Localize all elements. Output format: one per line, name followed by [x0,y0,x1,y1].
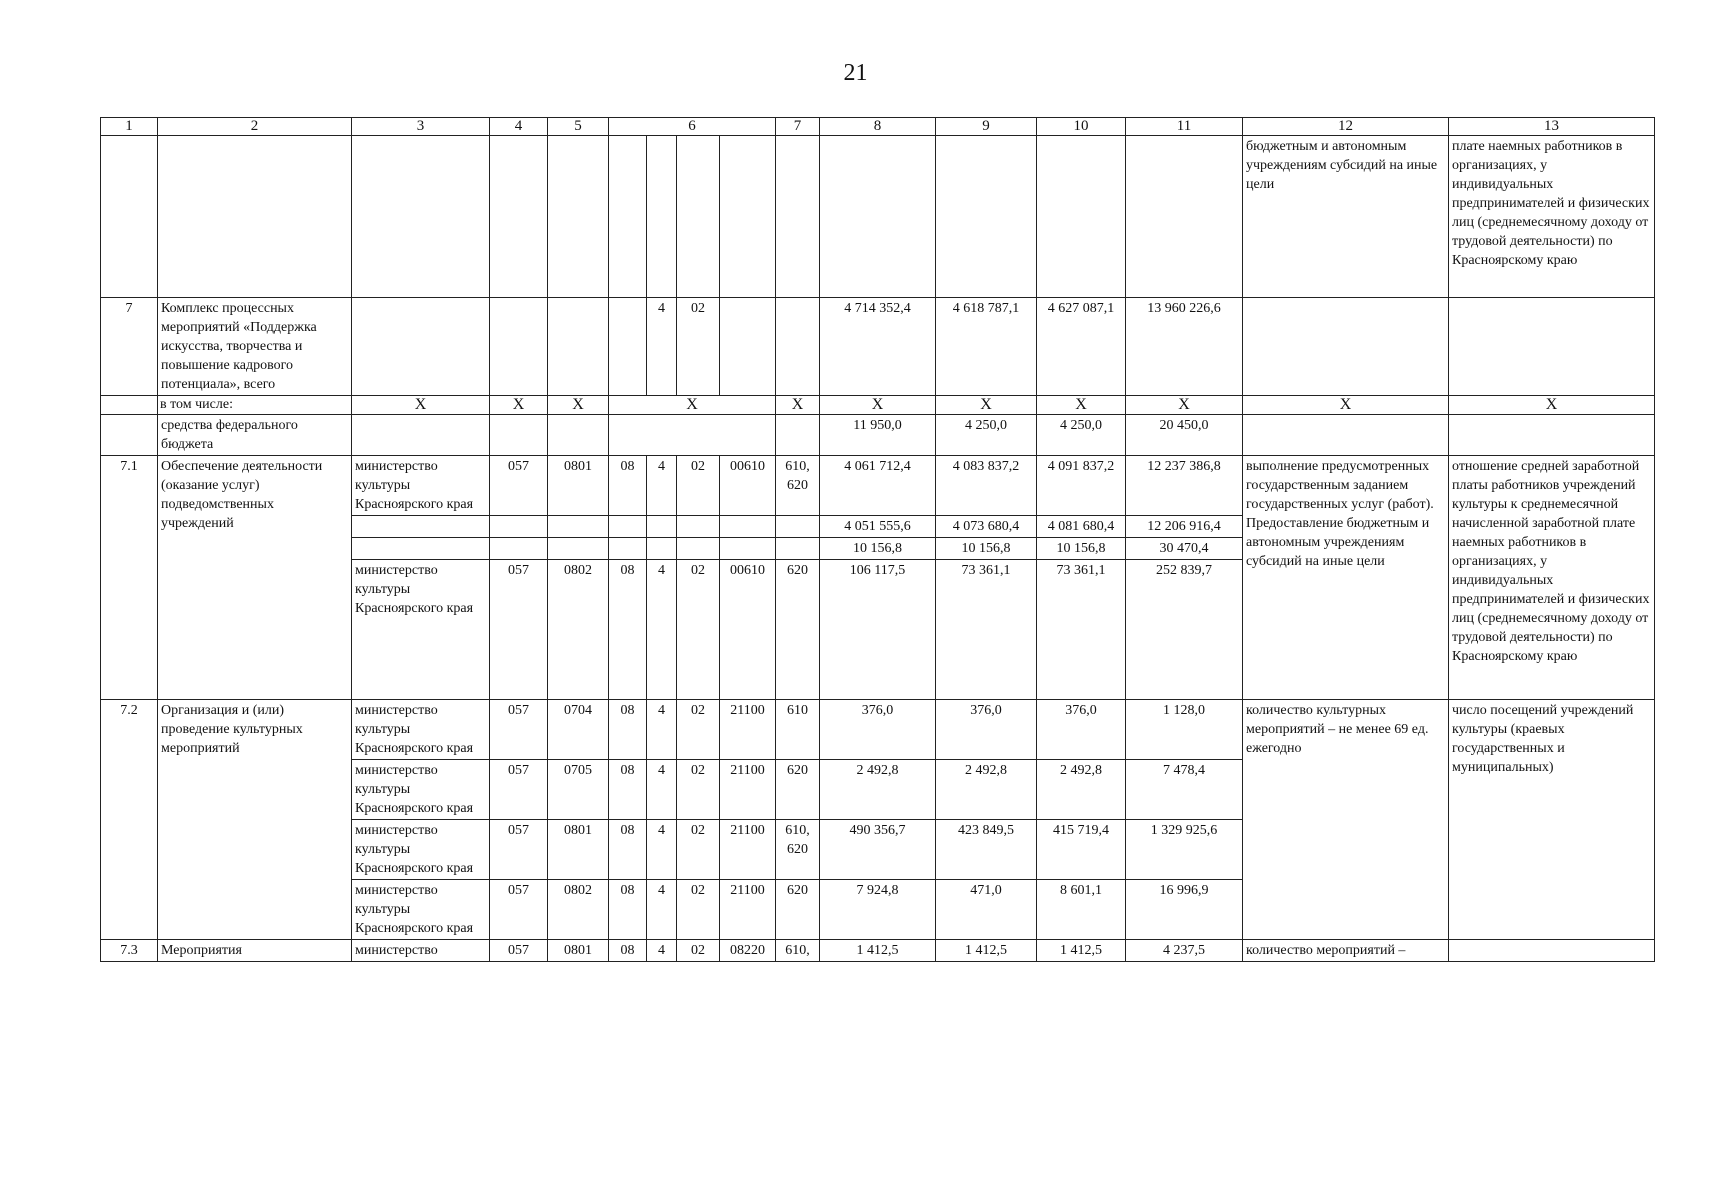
value-cell: 2 492,8 [820,760,936,820]
value-cell: 13 960 226,6 [1126,298,1243,396]
code-cell: 02 [677,820,720,880]
value-cell: 4 714 352,4 [820,298,936,396]
header-cell: 2 [158,118,352,136]
x-cell: X [820,396,936,415]
value-cell: 4 091 837,2 [1037,456,1126,516]
value-cell: 10 156,8 [1037,538,1126,560]
code-cell: 00610 [720,456,776,516]
value-cell: 376,0 [820,700,936,760]
table-row [101,700,1655,760]
code-cell: 4 [647,700,677,760]
code-cell: 02 [677,298,720,396]
value-cell: 1 329 925,6 [1126,820,1243,880]
value-cell: 1 412,5 [936,940,1037,962]
header-cell: 10 [1037,118,1126,136]
code-cell: 21100 [720,700,776,760]
row-number: 7.1 [101,456,158,700]
result-cell: выполнение предусмотренных государственным заданием государственных услуг (работ). Предоставление бюджетным и автономным учреждениям субсидий на иные цели [1243,456,1449,700]
table-row [101,415,1655,456]
org-cell: министерство [352,940,490,962]
code-cell: 610, 620 [776,820,820,880]
table-row [101,396,1655,415]
org-cell: министерство культуры Красноярского края [352,456,490,516]
header-cell: 4 [490,118,548,136]
row-number: 7 [101,298,158,396]
code-cell: 057 [490,880,548,940]
x-cell: X [1037,396,1126,415]
code-cell: 4 [647,880,677,940]
header-cell: 12 [1243,118,1449,136]
header-cell: 3 [352,118,490,136]
value-cell: 7 478,4 [1126,760,1243,820]
row-name: Обеспечение деятельности (оказание услуг) подведомственных учреждений [158,456,352,700]
table-row [101,298,1655,396]
value-cell: 12 206 916,4 [1126,516,1243,538]
header-cell: 8 [820,118,936,136]
org-cell: министерство культуры Красноярского края [352,880,490,940]
code-cell: 0801 [548,940,609,962]
value-cell: 1 128,0 [1126,700,1243,760]
x-cell: X [609,396,776,415]
value-cell: 415 719,4 [1037,820,1126,880]
code-cell: 0801 [548,456,609,516]
x-cell: X [1449,396,1655,415]
page-number: 21 [843,60,868,86]
code-cell: 4 [647,820,677,880]
continuation-indicator: плате наемных работников в организациях, у индивидуальных предпринимателей и физических лиц (среднемесячному доходу от трудовой деятельности) по Красноярскому краю [1449,136,1655,298]
code-cell: 0802 [548,880,609,940]
header-cell: 11 [1126,118,1243,136]
code-cell: 057 [490,940,548,962]
code-cell: 21100 [720,880,776,940]
continuation-result: бюджетным и автономным учреждениям субсидий на иные цели [1243,136,1449,298]
header-row [101,118,1655,136]
value-cell: 106 117,5 [820,560,936,700]
value-cell: 73 361,1 [1037,560,1126,700]
value-cell: 10 156,8 [936,538,1037,560]
org-cell: министерство культуры Красноярского края [352,820,490,880]
x-cell: X [936,396,1037,415]
code-cell: 057 [490,760,548,820]
code-cell: 4 [647,456,677,516]
row-name: Комплекс процессных мероприятий «Поддержка искусства, творчества и повышение кадрового потенциала», всего [158,298,352,396]
code-cell: 610, [776,940,820,962]
value-cell: 4 618 787,1 [936,298,1037,396]
value-cell: 4 081 680,4 [1037,516,1126,538]
code-cell: 0802 [548,560,609,700]
row-name: Организация и (или) проведение культурных мероприятий [158,700,352,940]
value-cell: 4 083 837,2 [936,456,1037,516]
header-cell: 7 [776,118,820,136]
table-row [101,456,1655,516]
code-cell: 08 [609,820,647,880]
org-cell: министерство культуры Красноярского края [352,760,490,820]
value-cell: 4 250,0 [1037,415,1126,456]
org-cell: министерство культуры Красноярского края [352,560,490,700]
value-cell: 4 073 680,4 [936,516,1037,538]
header-cell: 9 [936,118,1037,136]
program-table [100,117,1655,962]
code-cell: 02 [677,940,720,962]
code-cell: 4 [647,760,677,820]
value-cell: 7 924,8 [820,880,936,940]
code-cell: 08 [609,940,647,962]
value-cell: 4 061 712,4 [820,456,936,516]
code-cell: 057 [490,560,548,700]
value-cell: 423 849,5 [936,820,1037,880]
value-cell: 4 250,0 [936,415,1037,456]
code-cell: 4 [647,298,677,396]
header-cell: 13 [1449,118,1655,136]
code-cell: 08 [609,456,647,516]
value-cell: 490 356,7 [820,820,936,880]
code-cell: 00610 [720,560,776,700]
header-cell: 1 [101,118,158,136]
code-cell: 02 [677,456,720,516]
code-cell: 08 [609,700,647,760]
value-cell: 30 470,4 [1126,538,1243,560]
value-cell: 1 412,5 [1037,940,1126,962]
result-cell: количество культурных мероприятий – не менее 69 ед. ежегодно [1243,700,1449,940]
x-cell: X [1243,396,1449,415]
row-number: 7.2 [101,700,158,940]
code-cell: 21100 [720,820,776,880]
code-cell: 620 [776,560,820,700]
code-cell: 0705 [548,760,609,820]
row-number: 7.3 [101,940,158,962]
value-cell: 2 492,8 [1037,760,1126,820]
code-cell: 02 [677,700,720,760]
code-cell: 21100 [720,760,776,820]
continuation-row [101,136,1655,298]
value-cell: 10 156,8 [820,538,936,560]
value-cell: 2 492,8 [936,760,1037,820]
value-cell: 1 412,5 [820,940,936,962]
code-cell: 4 [647,940,677,962]
table-row [101,940,1655,962]
x-cell: X [490,396,548,415]
header-cell: 6 [609,118,776,136]
value-cell: 4 237,5 [1126,940,1243,962]
org-cell: министерство культуры Красноярского края [352,700,490,760]
indicator-cell: отношение средней заработной платы работников учреждений культуры к среднемесячной начисленной заработной плате наемных работников в организациях, у индивидуальных предпринимателей и физических лиц (среднемесячному доходу от трудовой деятельности) по Красноярскому краю [1449,456,1655,700]
value-cell: 471,0 [936,880,1037,940]
value-cell: 252 839,7 [1126,560,1243,700]
code-cell: 08 [609,560,647,700]
code-cell: 610, 620 [776,456,820,516]
value-cell: 20 450,0 [1126,415,1243,456]
code-cell: 620 [776,760,820,820]
indicator-cell: число посещений учреждений культуры (краевых государственных и муниципальных) [1449,700,1655,940]
value-cell: 376,0 [936,700,1037,760]
code-cell: 08220 [720,940,776,962]
federal-label: средства федерального бюджета [158,415,352,456]
x-cell: X [548,396,609,415]
code-cell: 620 [776,880,820,940]
code-cell: 02 [677,760,720,820]
code-cell: 610 [776,700,820,760]
result-cell: количество мероприятий – [1243,940,1449,962]
code-cell: 08 [609,760,647,820]
value-cell: 376,0 [1037,700,1126,760]
x-cell: X [352,396,490,415]
value-cell: 73 361,1 [936,560,1037,700]
value-cell: 16 996,9 [1126,880,1243,940]
value-cell: 12 237 386,8 [1126,456,1243,516]
code-cell: 02 [677,560,720,700]
x-cell: X [1126,396,1243,415]
code-cell: 057 [490,820,548,880]
code-cell: 057 [490,700,548,760]
including-label: в том числе: [158,396,352,415]
header-cell: 5 [548,118,609,136]
value-cell: 8 601,1 [1037,880,1126,940]
code-cell: 4 [647,560,677,700]
value-cell: 4 051 555,6 [820,516,936,538]
value-cell: 11 950,0 [820,415,936,456]
value-cell: 4 627 087,1 [1037,298,1126,396]
x-cell: X [776,396,820,415]
code-cell: 08 [609,880,647,940]
code-cell: 0801 [548,820,609,880]
row-name: Мероприятия [158,940,352,962]
code-cell: 057 [490,456,548,516]
code-cell: 02 [677,880,720,940]
code-cell: 0704 [548,700,609,760]
